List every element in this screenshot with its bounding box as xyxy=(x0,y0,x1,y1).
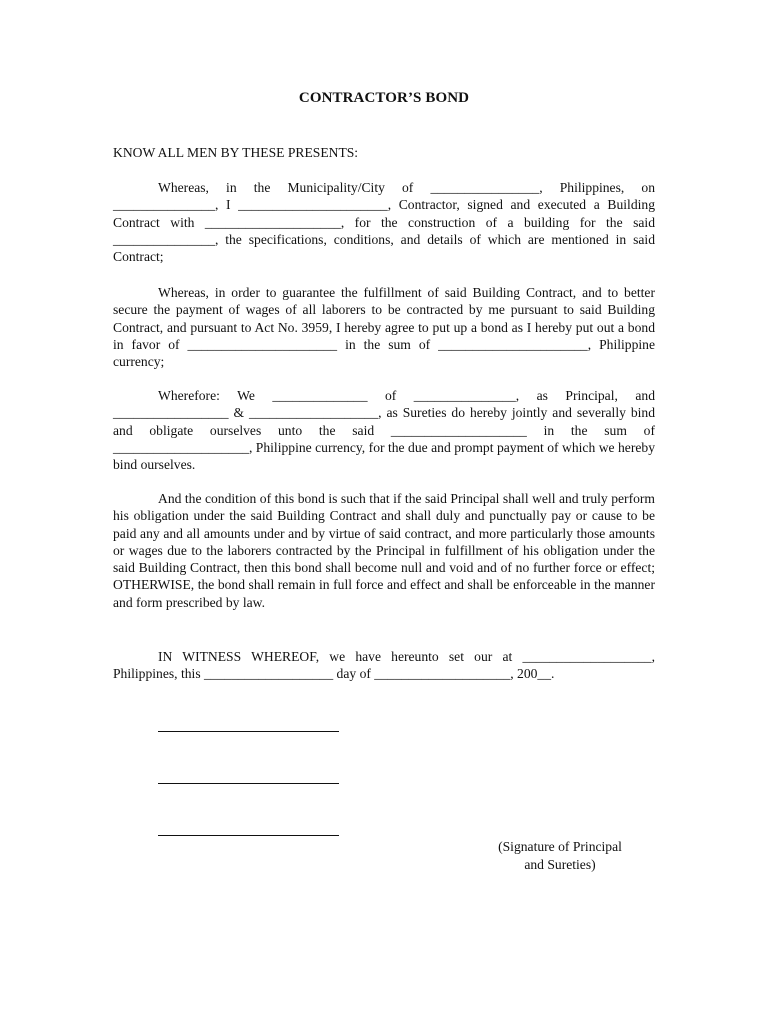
paragraph-whereas-2 xyxy=(113,284,655,370)
signature-line xyxy=(158,835,339,836)
intro-line: KNOW ALL MEN BY THESE PRESENTS: xyxy=(113,145,359,160)
signature-line xyxy=(158,783,339,784)
paragraph-text: IN WITNESS WHEREOF, we have hereunto set our at ___________________, Philippines, this ___________________ day of ____________________, 200__. xyxy=(113,649,655,682)
signature-caption xyxy=(478,838,642,873)
document-title: CONTRACTOR’S BOND xyxy=(298,90,470,106)
paragraph-text: Wherefore: We ______________ of _______________, as Principal, and _________________ & ___________________, as Sureties do hereby jointly and severally bind and obligate ourselves unto the said ____________________ in the sum of ____________________, Philippine currency, for the due and prompt payment of which we hereby bind ourselves. xyxy=(113,388,655,473)
paragraph-condition xyxy=(113,490,655,611)
paragraph-text: And the condition of this bond is such that if the said Principal shall well and truly perform his obligation under the said Building Contract and shall duly and punctually pay or cause to be paid any and all amounts under and by virtue of said contract, and more particularly those amounts or wages due to the laborers contracted by the Principal in fulfillment of his obligation under the said Building Contract, then this bond shall become null and void and of no further force or effect; OTHERWISE, the bond shall remain in full force and effect and shall be enforceable in the manner and form prescribed by law. xyxy=(113,491,655,610)
paragraph-text: Whereas, in the Municipality/City of ________________, Philippines, on _______________, I ______________________, Contractor, signed and executed a Building Contract with ____________________, for the construction of a building for the said _______________, the specifications, conditions, and details of which are mentioned in said Contract; xyxy=(113,180,655,265)
paragraph-witness xyxy=(113,648,655,683)
signature-caption-line1: (Signature of Principal xyxy=(498,839,622,854)
paragraph-wherefore xyxy=(113,387,655,473)
paragraph-whereas-1 xyxy=(113,179,655,265)
paragraph-text: Whereas, in order to guarantee the fulfillment of said Building Contract, and to better secure the payment of wages of all laborers to be contracted by me pursuant to said Building Contract, and pursuant to Act No. 3959, I hereby agree to put up a bond as I hereby put out a bond in favor of ______________________ in the sum of ______________________, Philippine currency; xyxy=(113,285,655,370)
signature-caption-line2: and Sureties) xyxy=(524,856,596,872)
signature-line xyxy=(158,731,339,732)
